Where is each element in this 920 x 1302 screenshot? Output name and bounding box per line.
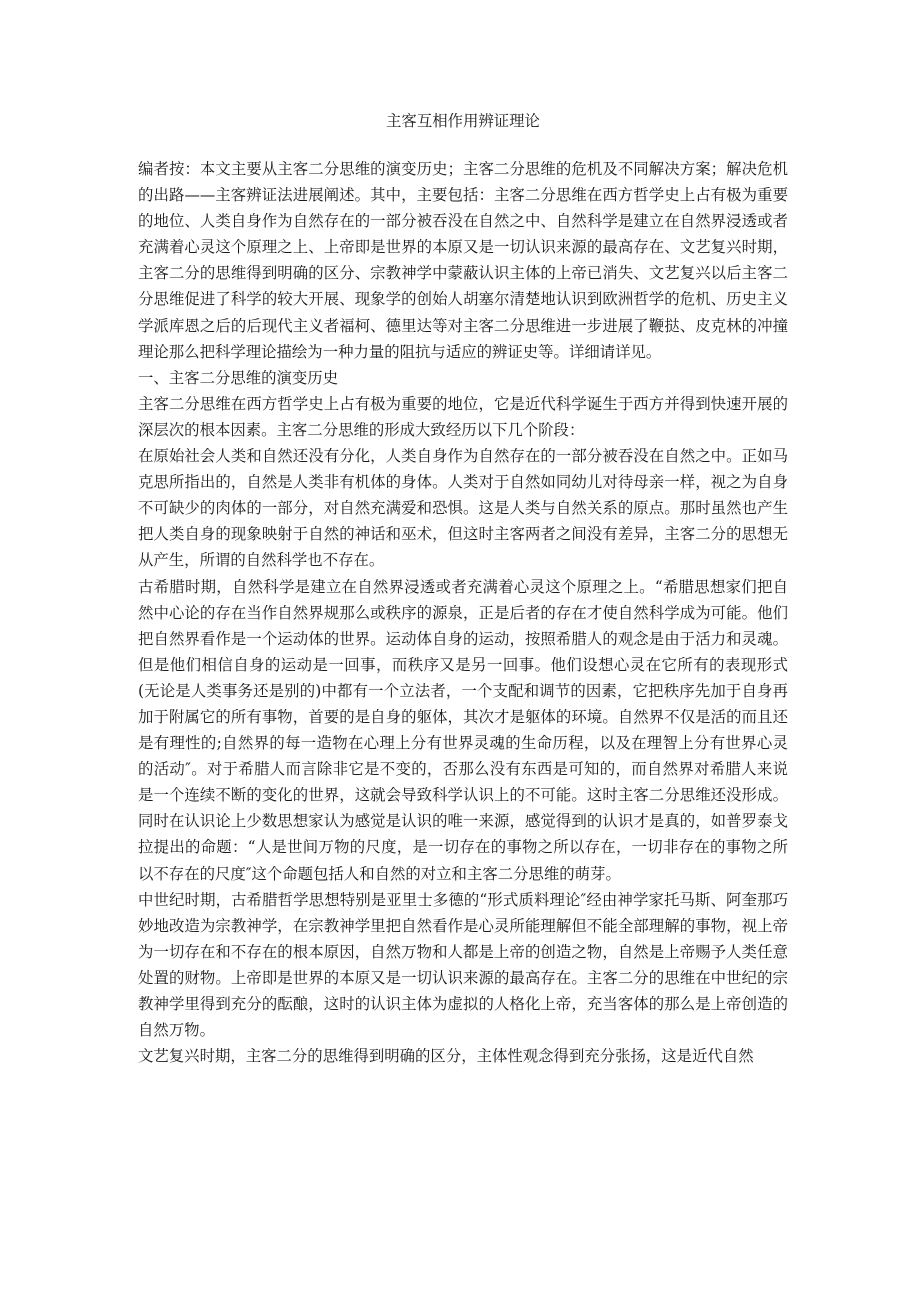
body-paragraph: 文艺复兴时期，主客二分的思维得到明确的区分，主体性观念得到充分张扬，这是近代自然: [138, 1047, 754, 1066]
section-heading: 一、主客二分思维的演变历史: [138, 368, 339, 387]
document-title: 主客互相作用辨证理论: [386, 112, 540, 130]
body-paragraph: 主客二分思维在西方哲学史上占有极为重要的地位，它是近代科学诞生于西方并得到快速开展的深层次的根本因素。主客二分思维的形成大致经历以下几个阶段：: [138, 394, 788, 439]
editor-note-paragraph: 编者按：本文主要从主客二分思维的演变历史；主客二分思维的危机及不同解决方案；解决危机的出路——主客辨证法进展阐述。其中，主要包括：主客二分思维在西方哲学史上占有极为重要的地位、人类自身作为自然存在的一部分被吞没在自然之中、自然科学是建立在自然界浸透或者充满着心灵这个原理之上、上帝即是世界的本原又是一切认识来源的最高存在、文艺复兴时期，主客二分的思维得到明确的区分、宗教神学中蒙蔽认识主体的上帝已消失、文艺复兴以后主客二分思维促进了科学的较大开展、现象学的创始人胡塞尔清楚地认识到欧洲哲学的危机、历史主义学派库恩之后的后现代主义者福柯、德里达等对主客二分思维进一步进展了鞭挞、皮克林的冲撞理论那么把科学理论描绘为一种力量的阻抗与适应的辨证史等。详细请详见。: [138, 160, 788, 361]
body-paragraph: 古希腊时期，自然科学是建立在自然界浸透或者充满着心灵这个原理之上。“希腊思想家们把自然中心论的存在当作自然界规那么或秩序的源泉，正是后者的存在才使自然科学成为可能。他们把自然界看作是一个运动体的世界。运动体自身的运动，按照希腊人的观念是由于活力和灵魂。但是他们相信自身的运动是一回事，而秩序又是另一回事。他们设想心灵在它所有的表现形式(无论是人类事务还是别的)中都有一个立法者，一个支配和调节的因素，它把秩序先加于自身再加于附属它的所有事物，首要的是自身的躯体，其次才是躯体的环境。自然界不仅是活的而且还是有理性的;自然界的每一造物在心理上分有世界灵魂的生命历程，以及在理智上分有世界心灵的活动″。对于希腊人而言除非它是不变的，否那么没有东西是可知的，而自然界对希腊人来说是一个连续不断的变化的世界，这就会导致科学认识上的不可能。这时主客二分思维还没形成。同时在认识论上少数思想家认为感觉是认识的唯一来源，感觉得到的认识才是真的，如普罗泰戈拉提出的命题：“人是世间万物的尺度，是一切存在的事物之所以存在，一切非存在的事物之所以不存在的尺度″这个命题包括人和自然的对立和主客二分思维的萌芽。: [138, 577, 788, 883]
document-body: [138, 108, 788, 1069]
body-paragraph: 中世纪时期，古希腊哲学思想特别是亚里士多德的“形式质料理论″经由神学家托马斯、阿奎那巧妙地改造为宗教神学，在宗教神学里把自然看作是心灵所能理解但不能全部理解的事物，视上帝为一切存在和不存在的根本原因，自然万物和人都是上帝的创造之物，自然是上帝赐予人类任意处置的财物。上帝即是世界的本原又是一切认识来源的最高存在。主客二分的思维在中世纪的宗教神学里得到充分的酝酿，这时的认识主体为虚拟的人格化上帝，充当客体的那么是上帝创造的自然万物。: [138, 890, 788, 1040]
body-paragraph: 在原始社会人类和自然还没有分化，人类自身作为自然存在的一部分被吞没在自然之中。正如马克思所指出的，自然是人类非有机体的身体。人类对于自然如同幼儿对待母亲一样，视之为自身不可缺少的肉体的一部分，对自然充满爱和恐惧。这是人类与自然关系的原点。那时虽然也产生把人类自身的现象映射于自然的神话和巫术，但这时主客两者之间没有差异，主客二分的思想无从产生，所谓的自然科学也不存在。: [138, 447, 788, 570]
